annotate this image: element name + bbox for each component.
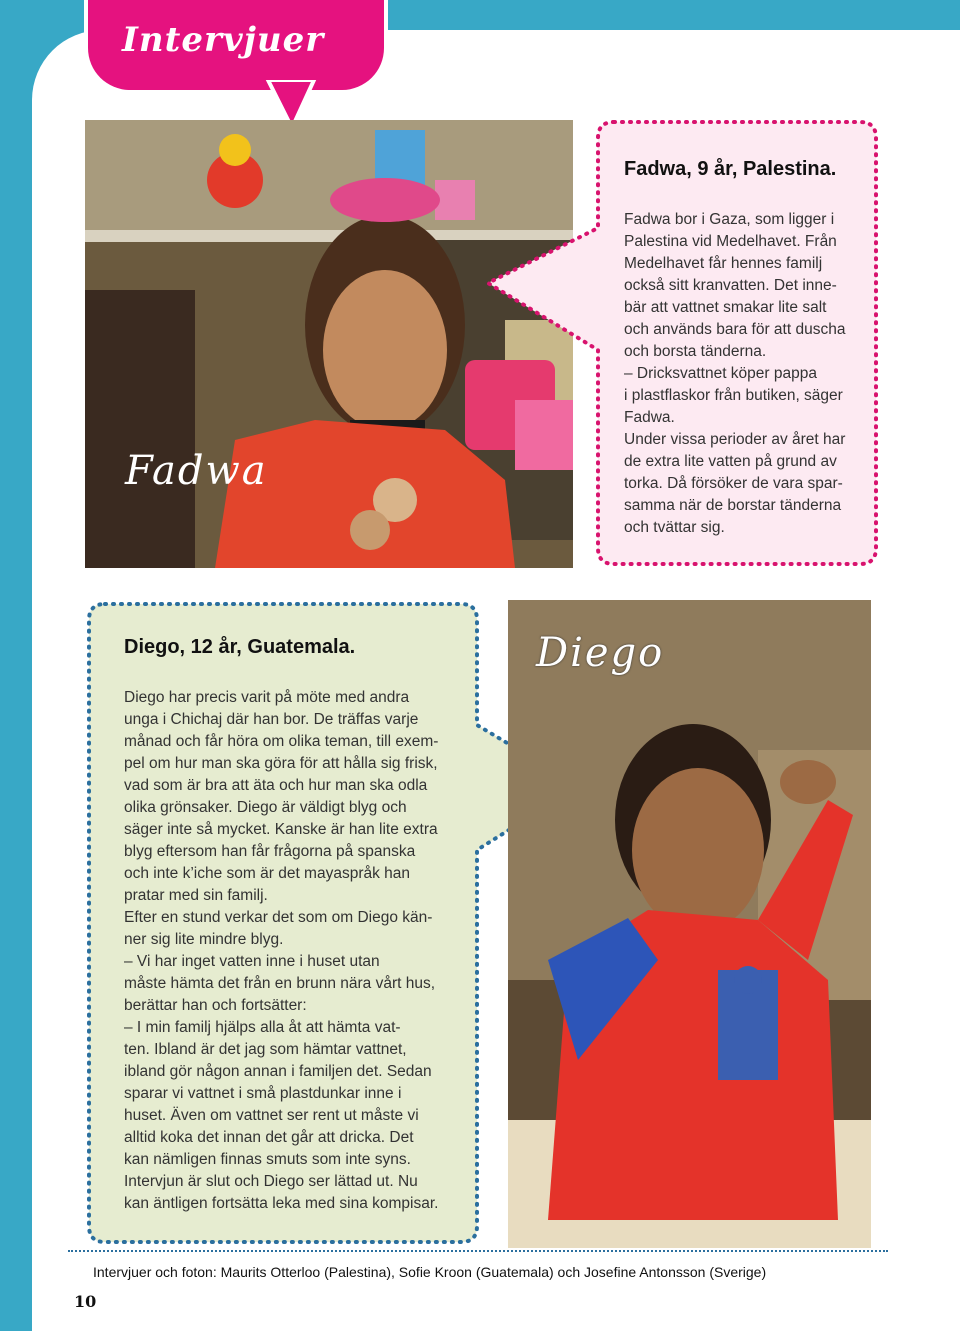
fadwa-interview bbox=[624, 158, 874, 539]
diego-interview bbox=[124, 636, 474, 1215]
diego-photo bbox=[508, 600, 871, 1248]
page-number: 10 bbox=[74, 1292, 97, 1311]
footer-divider bbox=[68, 1250, 888, 1252]
diego-body: Diego har precis varit på möte med andra unga i Chichaj där han bor. De träffas varje månad och får höra om olika teman, till exem- pel om hur man ska göra för att hålla sig frisk, vad som är bra att äta och hur man ska odla olika grönsaker. Diego är väldigt blyg och säger inte så mycket. Kanske är han lite extra blyg eftersom han får frågorna på spanska och inte k’iche som är det mayaspråk han pratar med sin familj. Efter en stund verkar det som om Diego kän- ner sig lite mindre blyg. – Vi har inget vatten inne i huset utan måste hämta det från en brunn nära vårt hus, berättar han och fortsätter: – I min familj hjälps alla åt att hämta vat- ten. Ibland är det jag som hämtar vattnet, ibland gör någon annan i familjen det. Sedan sparar vi vattnet i små plastdunkar inne i huset. Även om vattnet ser rent ut måste vi alltid koka det innan det går att dricka. Det kan nämligen finnas smuts som inte syns. Intervjun är slut och Diego ser lättad ut. Nu kan äntligen fortsätta leka med sina kompisar. bbox=[124, 689, 439, 1212]
diego-heading: Diego, 12 år, Guatemala. bbox=[124, 636, 356, 658]
page-title: Intervjuer bbox=[122, 20, 325, 60]
diego-photo-label: Diego bbox=[536, 630, 665, 676]
fadwa-photo-label: Fadwa bbox=[125, 448, 268, 494]
fadwa-heading: Fadwa, 9 år, Palestina. bbox=[624, 158, 837, 180]
fadwa-body: Fadwa bor i Gaza, som ligger i Palestina vid Medelhavet. Från Medelhavet får hennes familj också sitt kranvatten. Det inne- bär att vattnet smakar lite salt och används bara för att duscha och borsta tänderna. – Dricksvattnet köper pappa i plastflaskor från butiken, säger Fadwa. Under vissa perioder av året har de extra lite vatten på grund av torka. Då försöker de vara spar- samma när de borstar tänderna och tvättar sig. bbox=[624, 211, 846, 536]
photo-credits: Intervjuer och foton: Maurits Otterloo (Palestina), Sofie Kroon (Guatemala) och Josefine Antonsson (Sverige) bbox=[93, 1264, 767, 1280]
